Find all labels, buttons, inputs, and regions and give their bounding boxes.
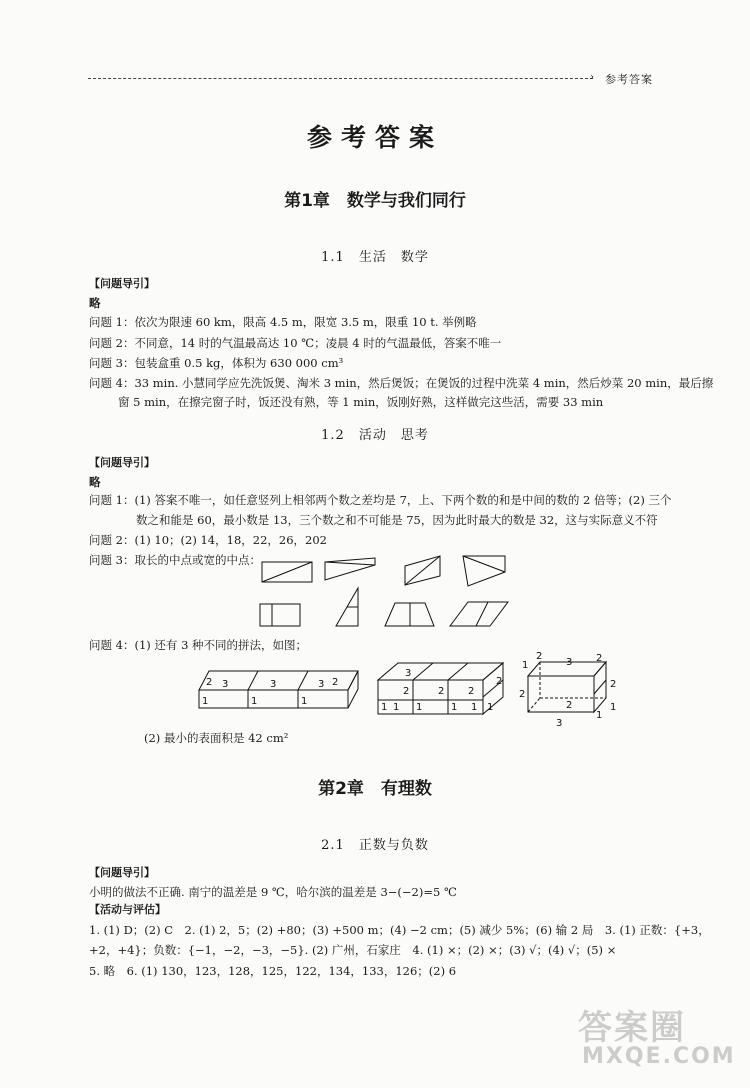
- section-1-1-q4-line2: 窗 5 min，在擦完窗子时，饭还没有熟，等 1 min，饭刚好熟，这样做完这些活，需要 33 min: [118, 395, 604, 409]
- fig3-label: 3: [566, 657, 573, 668]
- fig3-label: 1: [610, 702, 617, 713]
- fig3-label: 1: [596, 710, 603, 721]
- section-1-2-q1-line1: 问题 1：(1) 答案不唯一，如任意竖列上相邻两个数之差均是 7，上、下两个数的和是中间的数的 2 倍等；(2) 三个: [89, 493, 672, 507]
- section-1-2-q2: 问题 2：(1) 10；(2) 14，18，22，26，202: [89, 533, 327, 547]
- fig1-label: 1: [301, 696, 308, 707]
- fig2-label: 1: [393, 702, 400, 713]
- running-header-title: 参考答案: [605, 73, 653, 86]
- fig1-label: 2: [332, 677, 339, 688]
- fig1-label: 3: [222, 679, 229, 690]
- fig1-label: 1: [202, 696, 209, 707]
- section-1-2-q1-line2: 数之和能是 60，最小数是 13，三个数之和不可能是 75，因为此时最大的数是 32，这与实际意义不符: [136, 513, 658, 527]
- section-1-1-lue: 略: [89, 296, 101, 310]
- section-1-1-title: 1.1 生活 数学: [321, 250, 429, 265]
- section-1-1-q3: 问题 3：包装盒重 0.5 kg，体积为 630 000 cm³: [89, 356, 344, 370]
- page-title: 参考答案: [306, 123, 443, 152]
- chapter-2-title: 第2章 有理数: [318, 779, 432, 799]
- section-2-1-answers-line2: +2，+4}；负数：{−1，−2，−3，−5}. (2) 广州，石家庄 4. (1) ×；(2) ×；(3) √；(4) √；(5) ×: [89, 943, 617, 957]
- fig2-label: 3: [405, 668, 412, 679]
- shape-rect-split: [260, 604, 300, 626]
- box-figure-3: [528, 662, 606, 712]
- fig3-label: 2: [519, 689, 526, 700]
- section-2-1-eval-label: 【活动与评估】: [89, 903, 166, 916]
- fig3-label: 2: [566, 700, 573, 711]
- watermark-line1: 答案圈: [578, 1008, 686, 1048]
- section-1-1-q4-line1: 问题 4：33 min. 小慧同学应先洗饭煲、淘米 3 min，然后煲饭；在煲饭的过程中洗菜 4 min，然后炒菜 20 min，最后擦: [89, 376, 714, 390]
- header-rule: [88, 78, 593, 79]
- watermark-line2: MXQE.COM: [582, 1044, 736, 1069]
- box-figure-2: [378, 663, 503, 714]
- fig2-label: 2: [403, 686, 410, 697]
- fig2-label: 2: [468, 686, 475, 697]
- fig3-label: 3: [556, 718, 563, 729]
- fig2-label: 1: [381, 702, 388, 713]
- box-figure-1: [199, 671, 358, 708]
- fig2-label: 1: [416, 702, 423, 713]
- fig2-label: 1: [471, 702, 478, 713]
- shape-trapezoid-split: [385, 603, 434, 626]
- watermark-logo: [572, 1000, 736, 1080]
- section-2-1-answers-line3: 5. 略 6. (1) 130，123，128，125，122，134，133，126；(2) 6: [89, 964, 457, 978]
- fig1-label: 1: [251, 696, 258, 707]
- fig3-label: 1: [522, 660, 529, 671]
- section-1-2-title: 1.2 活动 思考: [321, 428, 429, 443]
- section-2-1-answers-line1: 1. (1) D；(2) C 2. (1) 2，5；(2) +80；(3) +500 m；(4) −2 cm；(5) 减少 5%；(6) 输 2 局 3. (1) 正数：{+3，: [89, 923, 710, 937]
- section-1-2-guide-label: 【问题导引】: [89, 456, 155, 469]
- fig2-label: 2: [438, 686, 445, 697]
- fig1-label: 2: [206, 677, 213, 688]
- fig3-label: 2: [536, 651, 543, 662]
- section-1-2-q4-part2: (2) 最小的表面积是 42 cm²: [144, 731, 289, 745]
- shape-parallelogram-split: [450, 602, 508, 626]
- fig1-label: 3: [270, 679, 277, 690]
- fig2-label: 1: [451, 702, 458, 713]
- section-1-2-q3: 问题 3：取长的中点或宽的中点：: [89, 553, 261, 567]
- section-1-1-guide-label: 【问题导引】: [89, 277, 155, 290]
- section-2-1-title: 2.1 正数与负数: [321, 838, 429, 853]
- section-1-1-q1: 问题 1：依次为限速 60 km，限高 4.5 m，限宽 3.5 m，限重 10 t. 举例略: [89, 315, 477, 329]
- section-2-1-text: 小明的做法不正确. 南宁的温差是 9 ℃，哈尔滨的温差是 3−(−2)=5 ℃: [89, 885, 457, 899]
- section-1-1-q2: 问题 2：不同意，14 时的气温最高达 10 ℃；凌晨 4 时的气温最低，答案不唯一: [89, 336, 502, 350]
- section-2-1-guide-label: 【问题导引】: [89, 866, 155, 879]
- fig3-label: 2: [596, 653, 603, 664]
- fig1-label: 3: [318, 679, 325, 690]
- shape-triangle-split: [336, 588, 358, 626]
- fig2-label: 2: [496, 676, 503, 687]
- header-arrow-icon: ›: [590, 72, 594, 83]
- fig2-label: 1: [487, 702, 494, 713]
- fig3-label: 2: [610, 679, 617, 690]
- chapter-1-title: 第1章 数学与我们同行: [284, 191, 466, 211]
- section-1-2-lue: 略: [89, 475, 101, 489]
- section-1-2-q4: 问题 4：(1) 还有 3 种不同的拼法，如图；: [89, 638, 308, 652]
